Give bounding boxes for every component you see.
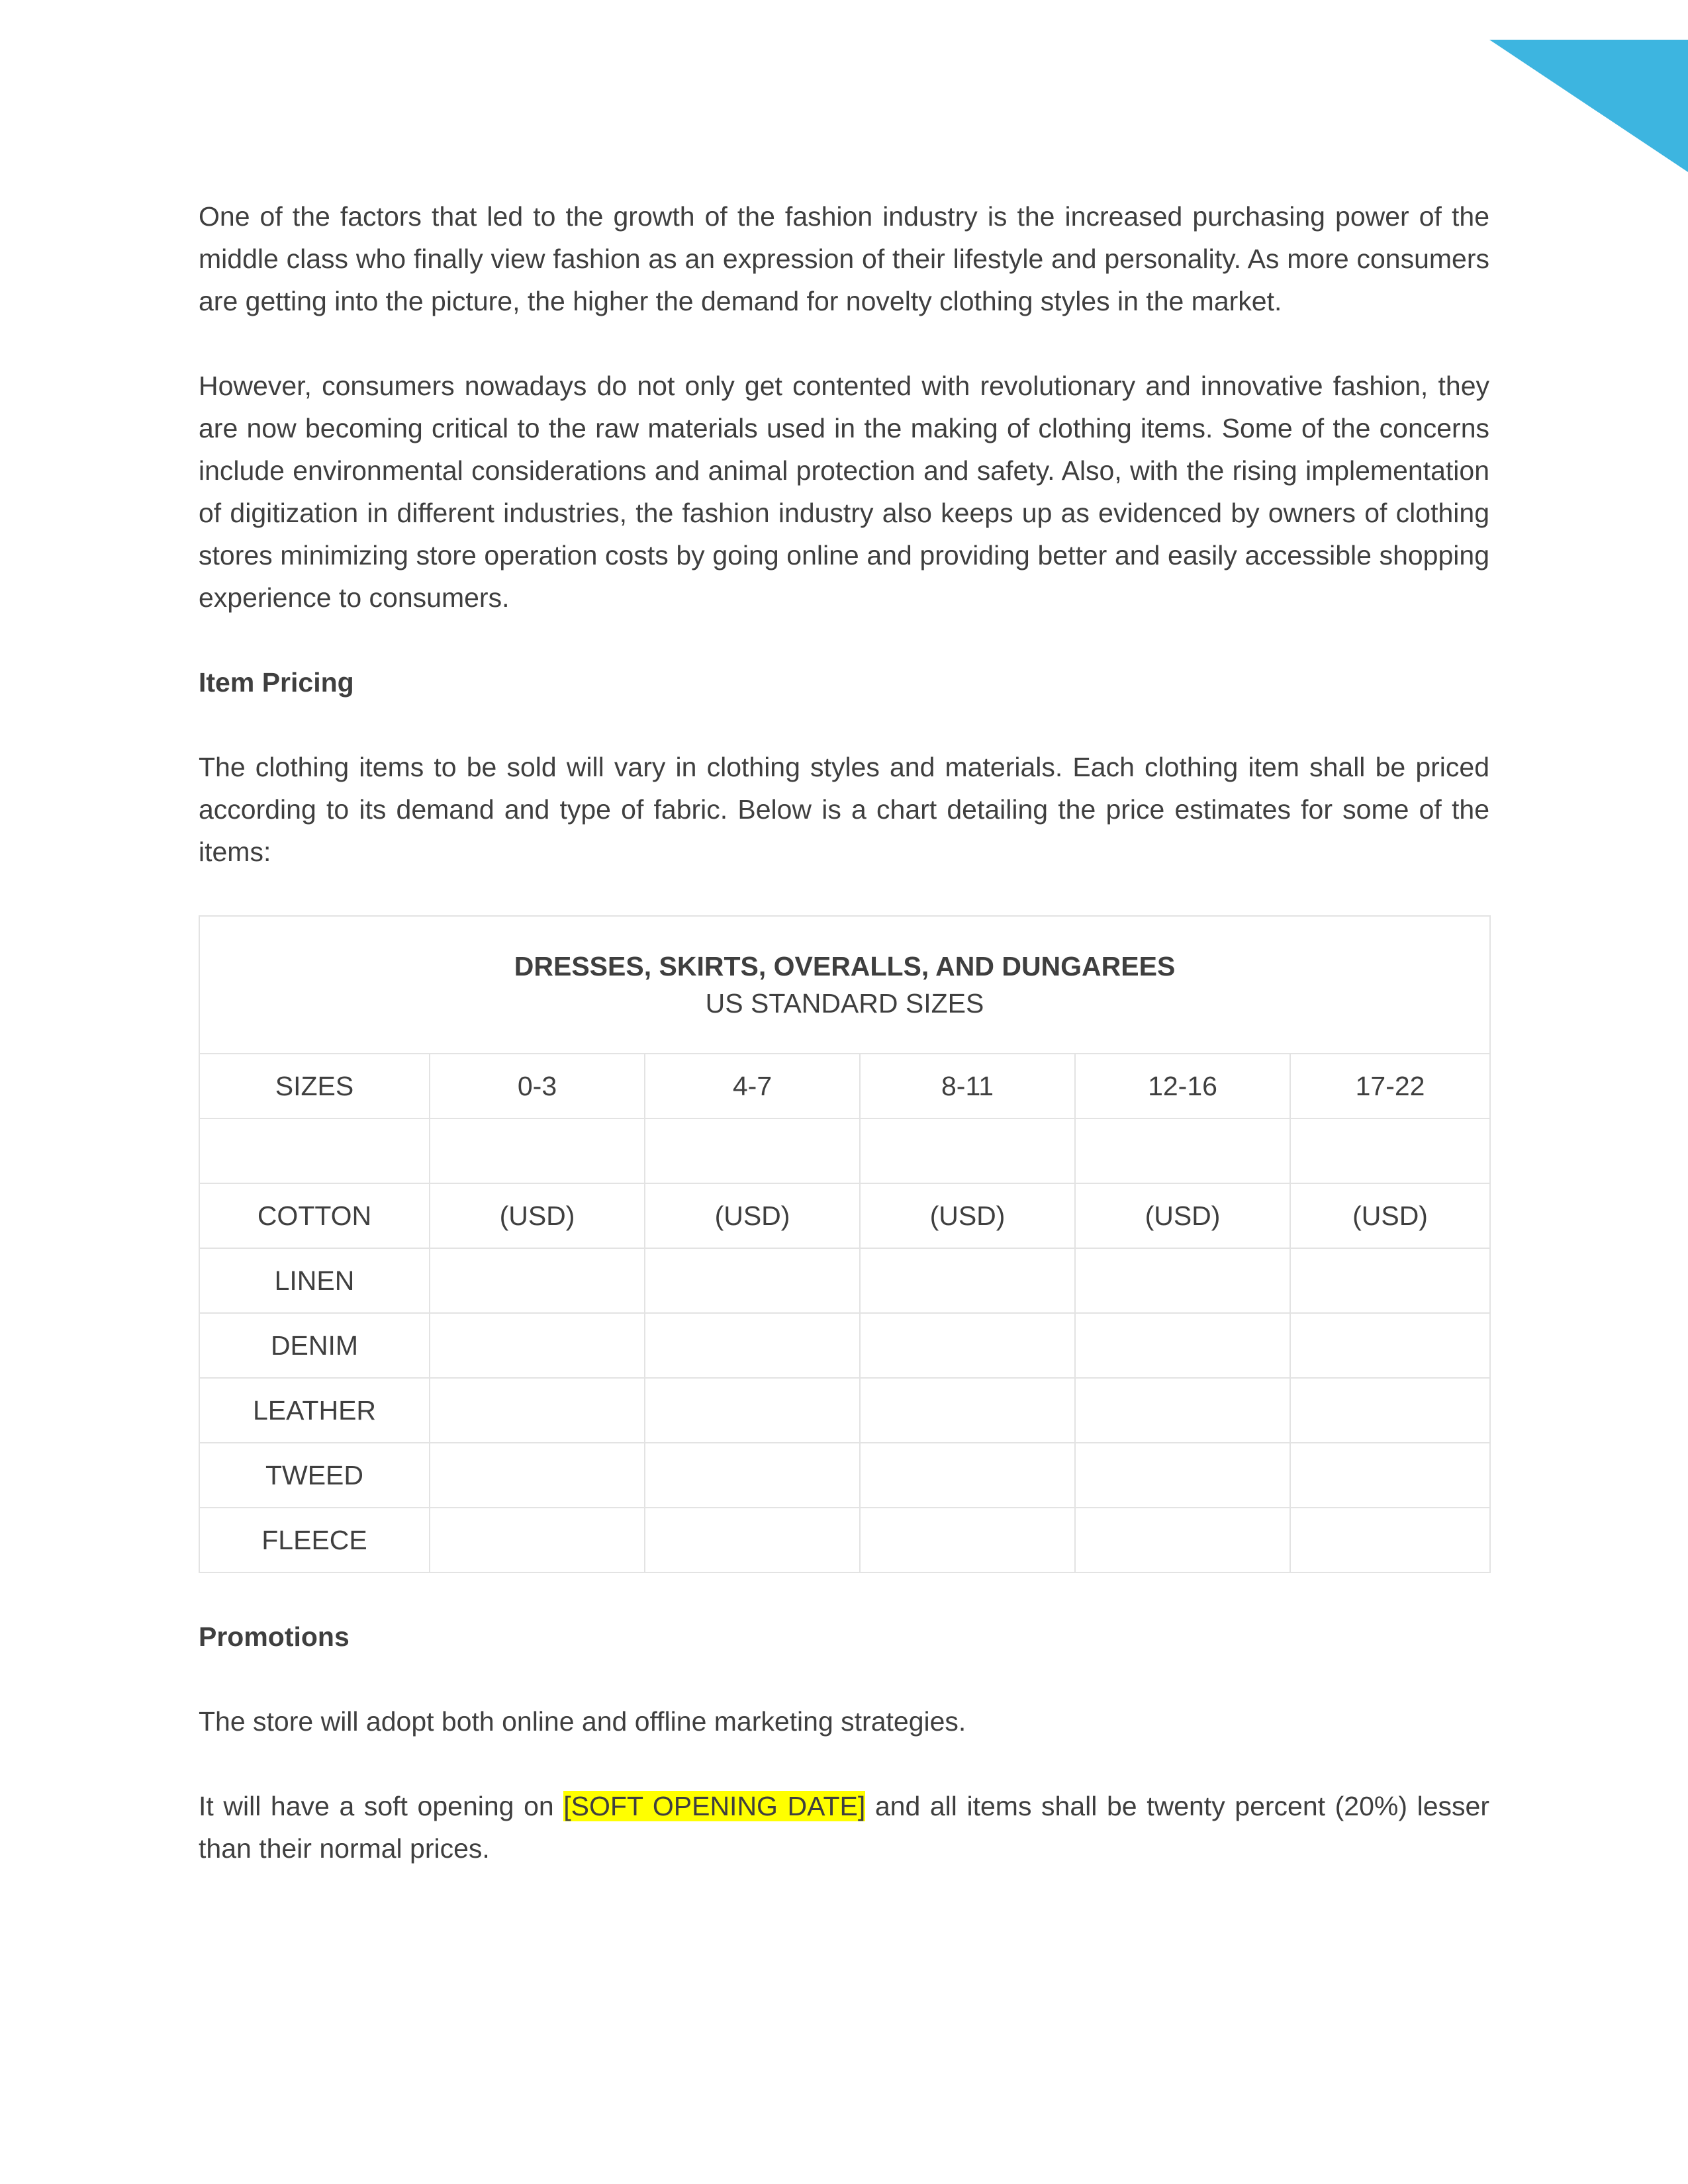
- price-cell: (USD): [645, 1183, 860, 1248]
- promotions-text-after: and all items shall be twenty percent (20%) lesser than their normal prices.: [199, 1791, 1489, 1864]
- sizes-label: SIZES: [199, 1054, 430, 1118]
- size-header: 17-22: [1290, 1054, 1490, 1118]
- price-cell: (USD): [1075, 1183, 1290, 1248]
- table-row: [199, 1443, 1490, 1508]
- price-cell: [1075, 1248, 1290, 1313]
- price-cell: (USD): [1290, 1183, 1490, 1248]
- price-cell: [860, 1313, 1075, 1378]
- price-cell: [430, 1248, 645, 1313]
- size-header: 12-16: [1075, 1054, 1290, 1118]
- material-label: DENIM: [199, 1313, 430, 1378]
- table-title-row: [199, 916, 1490, 1054]
- price-cell: [860, 1248, 1075, 1313]
- price-cell: [860, 1508, 1075, 1572]
- price-cell: [645, 1443, 860, 1508]
- soft-opening-date-placeholder: [SOFT OPENING DATE]: [563, 1791, 866, 1821]
- table-cell: [1290, 1118, 1490, 1183]
- price-cell: [1290, 1248, 1490, 1313]
- table-row: [199, 1248, 1490, 1313]
- size-header: 0-3: [430, 1054, 645, 1118]
- table-cell: [860, 1118, 1075, 1183]
- promotions-paragraph-1: The store will adopt both online and offline marketing strategies.: [199, 1706, 966, 1737]
- material-label: LINEN: [199, 1248, 430, 1313]
- table-row: [199, 1313, 1490, 1378]
- price-cell: [430, 1313, 645, 1378]
- size-header: 8-11: [860, 1054, 1075, 1118]
- price-cell: (USD): [430, 1183, 645, 1248]
- blank-row: [199, 1118, 1490, 1183]
- price-cell: [1290, 1508, 1490, 1572]
- table-cell: [199, 1118, 430, 1183]
- price-cell: [1075, 1508, 1290, 1572]
- size-header: 4-7: [645, 1054, 860, 1118]
- item-pricing-heading: Item Pricing: [199, 667, 354, 698]
- price-cell: [645, 1313, 860, 1378]
- price-cell: (USD): [860, 1183, 1075, 1248]
- price-cell: [645, 1508, 860, 1572]
- price-cell: [645, 1378, 860, 1443]
- table-subtitle: US STANDARD SIZES: [705, 988, 984, 1019]
- table-row: [199, 1508, 1490, 1572]
- material-label: COTTON: [199, 1183, 430, 1248]
- price-table: [199, 915, 1491, 1573]
- price-cell: [860, 1443, 1075, 1508]
- material-label: LEATHER: [199, 1378, 430, 1443]
- sizes-header-row: [199, 1054, 1490, 1118]
- intro-paragraph-1: One of the factors that led to the growth of the fashion industry is the increased purchasing power of the middle class who finally view fashion as an expression of their lifestyle and personality. As more consumers are getting into the picture, the higher the demand for novelty clothing styles in the market.: [199, 201, 1489, 316]
- table-row: [199, 1183, 1490, 1248]
- price-cell: [1075, 1378, 1290, 1443]
- price-cell: [645, 1248, 860, 1313]
- table-cell: [645, 1118, 860, 1183]
- price-cell: [1075, 1313, 1290, 1378]
- price-cell: [430, 1508, 645, 1572]
- table-title-cell: [199, 916, 1490, 1054]
- material-label: TWEED: [199, 1443, 430, 1508]
- price-cell: [1290, 1378, 1490, 1443]
- price-cell: [1290, 1443, 1490, 1508]
- table-row: [199, 1378, 1490, 1443]
- price-cell: [430, 1443, 645, 1508]
- promotions-paragraph-2: [199, 1785, 1489, 1870]
- price-cell: [1290, 1313, 1490, 1378]
- item-pricing-intro: The clothing items to be sold will vary in clothing styles and materials. Each clothing item shall be priced according to its demand and type of fabric. Below is a chart detailing the price estimates for some of the items:: [199, 752, 1489, 867]
- table-cell: [430, 1118, 645, 1183]
- corner-accent-triangle: [1489, 40, 1688, 172]
- material-label: FLEECE: [199, 1508, 430, 1572]
- price-cell: [430, 1378, 645, 1443]
- price-cell: [860, 1378, 1075, 1443]
- intro-paragraph-2: However, consumers nowadays do not only get contented with revolutionary and innovative fashion, they are now becoming critical to the raw materials used in the making of clothing items. Some of the concerns include environmental considerations and animal protection and safety. Also, with the rising implementation of digitization in different industries, the fashion industry also keeps up as evidenced by owners of clothing stores minimizing store operation costs by going online and providing better and easily accessible shopping experience to consumers.: [199, 371, 1489, 613]
- promotions-heading: Promotions: [199, 1621, 350, 1652]
- promotions-text-before: It will have a soft opening on: [199, 1791, 564, 1821]
- price-cell: [1075, 1443, 1290, 1508]
- document-body: [199, 195, 1489, 1912]
- table-title: DRESSES, SKIRTS, OVERALLS, AND DUNGAREES: [514, 951, 1176, 981]
- table-cell: [1075, 1118, 1290, 1183]
